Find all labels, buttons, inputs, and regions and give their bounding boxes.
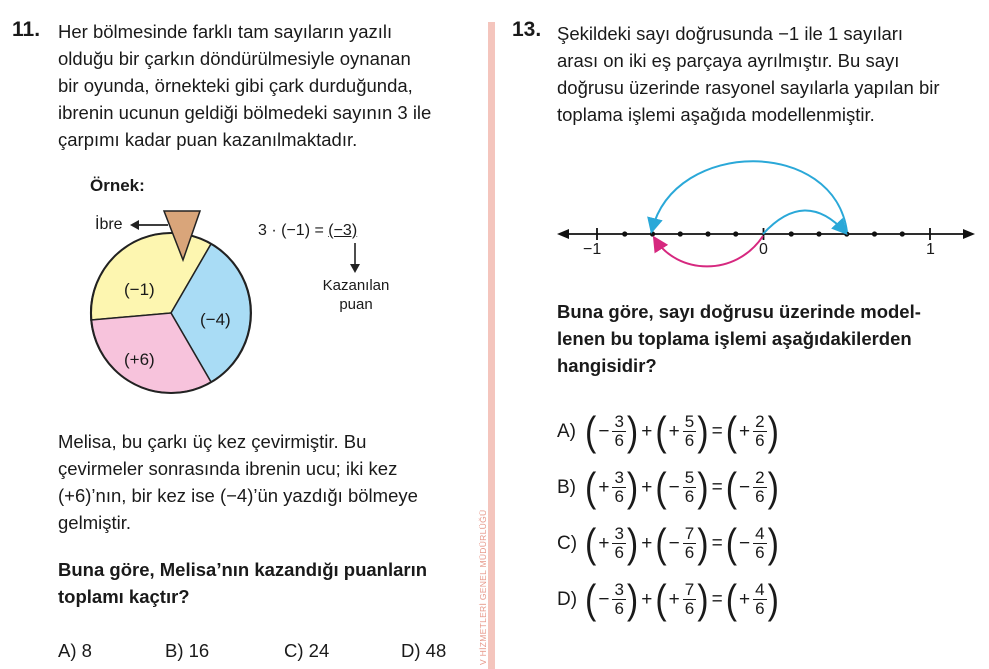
fraction-numerator: 4 [755,524,765,543]
plus-operator: + [641,532,653,554]
number-line-tick [844,231,849,236]
fraction-numerator: 7 [684,524,695,543]
fraction [753,413,766,450]
wheel-label-minus4: (−4) [200,310,231,329]
q11-intro-line: çarpımı kadar puan kazanılmaktadır. [58,129,358,150]
fraction-denominator: 6 [684,599,695,618]
q11-choice-d[interactable]: D) 48 [401,640,447,661]
paren-close: ) [697,464,709,511]
paren-open: ( [655,408,667,455]
fraction [683,581,696,618]
term-sign: − [739,532,751,554]
q11-intro [58,18,431,153]
fraction-numerator: 3 [614,412,624,431]
q11-story-line: (+6)’nın, bir kez ise (−4)’ün yazdığı bölmeye [58,485,418,506]
fraction [612,469,625,506]
q13-intro [557,20,940,128]
option-label: B) [557,476,576,498]
q13-option-d[interactable] [557,576,779,623]
q13-option-b[interactable] [557,464,779,511]
paren-close: ) [767,464,779,511]
formula-result: (−3) [328,222,358,239]
paren-close: ) [697,520,709,567]
fraction-numerator: 2 [755,468,765,487]
q11-intro-line: ibrenin ucunun geldiği bölmedeki sayının 3 ile [58,102,432,123]
paren-open: ( [725,576,738,623]
option-label: D) [557,588,578,610]
pointer-arrow-icon [130,218,170,232]
axis-label-minus1: −1 [583,241,602,258]
wheel-label-minus1: (−1) [124,280,155,299]
fraction-denominator: 6 [755,431,765,450]
paren-open: ( [655,520,667,567]
result-caption [318,276,394,314]
column-divider [488,22,495,669]
arc-sum [655,236,763,266]
arc-first-addend [763,210,845,234]
axis-right-arrow-icon [963,229,975,239]
side-watermark: V HİZMETLERİ GENEL MÜDÜRLÜĞÜ [478,509,488,665]
fraction-numerator: 4 [755,580,765,599]
example-title: Örnek: [90,176,145,195]
paren-open: ( [725,408,738,455]
term-sign: + [739,588,751,610]
q13-question-line: lenen bu toplama işlemi aşağıdakilerden [557,328,912,349]
number-line-tick [650,231,655,236]
plus-operator: + [641,420,653,442]
paren-close: ) [626,520,639,567]
fraction [683,413,696,450]
spinner-wheel [80,205,265,405]
paren-open: ( [585,576,597,623]
paren-open: ( [725,464,738,511]
term-sign: − [668,532,680,554]
paren-close: ) [767,408,779,455]
paren-open: ( [655,576,667,623]
fraction-denominator: 6 [755,599,765,618]
fraction [753,581,766,618]
option-label: C) [557,532,578,554]
paren-open: ( [585,408,597,455]
number-line-tick [678,231,683,236]
fraction-numerator: 2 [755,412,765,431]
plus-operator: + [641,476,653,498]
q11-question-line: Buna göre, Melisa’nın kazandığı puanların [58,559,428,580]
q11-intro-line: Her bölmesinde farklı tam sayıların yazılı [58,21,393,42]
q11-story [58,428,418,536]
fraction-numerator: 3 [614,468,624,487]
pointer-label: İbre [95,216,123,233]
fraction-numerator: 7 [684,580,695,599]
fraction-denominator: 6 [614,599,624,618]
fraction-denominator: 6 [755,543,765,562]
example-formula [258,222,357,240]
q13-intro-line: arası on iki eş parçaya ayrılmıştır. Bu sayı [557,50,900,71]
term-sign: + [598,476,610,498]
q11-story-line: çevirmeler sonrasında ibrenin ucu; iki kez [58,458,398,479]
fraction-denominator: 6 [755,487,765,506]
number-line-tick [816,231,821,236]
fraction-denominator: 6 [614,431,624,450]
paren-close: ) [767,576,779,623]
q13-option-a[interactable] [557,408,779,455]
term-sign: + [668,420,680,442]
result-caption-line: Kazanılan [322,277,390,294]
axis-label-one: 1 [926,241,935,258]
formula-left: 3 · (−1) = [258,222,329,239]
paren-close: ) [697,408,709,455]
paren-open: ( [725,520,738,567]
term-sign: − [739,476,751,498]
axis-left-arrow-icon [557,229,569,239]
paren-open: ( [585,464,597,511]
q11-choice-b[interactable]: B) 16 [165,640,210,661]
equals-operator: = [711,420,723,442]
q11-story-line: gelmiştir. [58,512,131,533]
number-line-tick [733,231,738,236]
q13-number: 13. [512,18,542,41]
fraction [612,581,625,618]
number-line-tick [789,231,794,236]
fraction-denominator: 6 [684,487,695,506]
paren-close: ) [767,520,779,567]
fraction-numerator: 3 [614,580,624,599]
wheel-label-plus6: (+6) [124,350,155,369]
term-sign: + [668,588,680,610]
paren-open: ( [585,520,597,567]
paren-close: ) [697,576,709,623]
fraction [683,469,696,506]
fraction-numerator: 5 [684,412,695,431]
equals-operator: = [711,532,723,554]
term-sign: − [668,476,680,498]
q13-intro-line: doğrusu üzerinde rasyonel sayılarla yapılan bir [557,77,940,98]
q11-story-line: Melisa, bu çarkı üç kez çevirmiştir. Bu [58,431,367,452]
q11-choice-a[interactable]: A) 8 [58,640,92,661]
fraction-numerator: 3 [614,524,624,543]
plus-operator: + [641,588,653,610]
q11-choice-c[interactable]: C) 24 [284,640,330,661]
fraction-denominator: 6 [614,543,624,562]
number-line-tick [872,231,877,236]
fraction [612,413,625,450]
fraction [683,525,696,562]
term-sign: − [598,588,610,610]
term-sign: − [598,420,610,442]
equals-operator: = [711,476,723,498]
number-line-tick [705,231,710,236]
q11-number: 11. [12,18,41,41]
fraction-denominator: 6 [614,487,624,506]
fraction-denominator: 6 [684,431,695,450]
paren-close: ) [626,408,639,455]
fraction [753,525,766,562]
q13-intro-line: Şekildeki sayı doğrusunda −1 ile 1 sayıları [557,23,904,44]
fraction [612,525,625,562]
option-label: A) [557,420,576,442]
result-caption-line: puan [339,296,373,313]
axis-label-zero: 0 [759,241,768,258]
q13-question [557,298,921,379]
paren-open: ( [655,464,667,511]
q13-option-c[interactable] [557,520,779,567]
fraction [753,469,766,506]
equals-operator: = [711,588,723,610]
q13-question-line: hangisidir? [557,355,657,376]
q13-intro-line: toplama işlemi aşağıda modellenmiştir. [557,104,875,125]
q11-intro-line: bir oyunda, örnekteki gibi çark durduğunda, [58,75,413,96]
q11-question-line: toplamı kaçtır? [58,586,190,607]
fraction-denominator: 6 [684,543,695,562]
number-line-tick [622,231,627,236]
arc-second-addend [652,161,847,232]
fraction-numerator: 5 [684,468,695,487]
q13-question-line: Buna göre, sayı doğrusu üzerinde model- [557,301,921,322]
number-line-tick [900,231,905,236]
q11-intro-line: olduğu bir çarkın döndürülmesiyle oynanan [58,48,411,69]
paren-close: ) [626,464,639,511]
q11-question [58,556,427,610]
term-sign: + [598,532,610,554]
down-arrow-icon [349,243,361,273]
term-sign: + [739,420,751,442]
paren-close: ) [626,576,639,623]
